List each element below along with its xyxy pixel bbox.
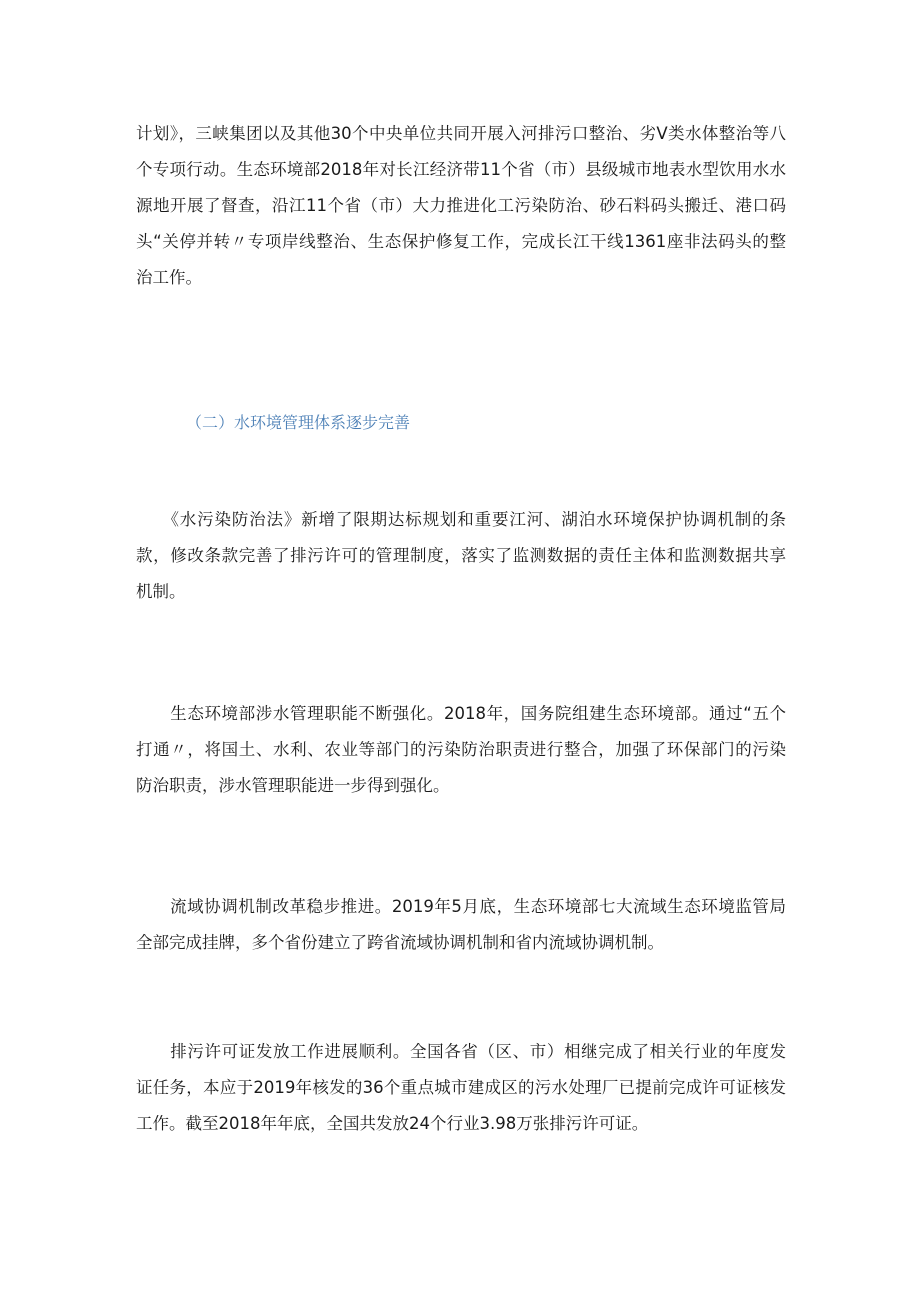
text-line: 源地开展了督查，沿江11个省（市）大力推进化工污染防治、砂石料码头搬迁、港口码 [136, 196, 786, 215]
paragraph-basin-coordination [136, 889, 786, 961]
text-line: 排污许可证发放工作进展顺利。全国各省（区、市）相继完成了相关行业的年度发 [136, 1042, 786, 1061]
paragraph-discharge-permits [136, 1034, 786, 1142]
text-line: 个专项行动。生态环境部2018年对长江经济带11个省（市）县级城市地表水型饮用水水 [136, 160, 786, 179]
text-line: 全部完成挂牌，多个省份建立了跨省流域协调机制和省内流域协调机制。 [136, 933, 664, 952]
text-line: 打通〃，将国土、水利、农业等部门的污染防治职责进行整合，加强了环保部门的污染 [136, 740, 786, 759]
text-line: 计划》，三峡集团以及其他30个中央单位共同开展入河排污口整治、劣V类水体整治等八 [136, 124, 786, 143]
text-line: 流域协调机制改革稳步推进。2019年5月底，生态环境部七大流域生态环境监管局 [136, 897, 786, 916]
paragraph-water-law [136, 502, 786, 610]
text-line: 《水污染防治法》新增了限期达标规划和重要江河、湖泊水环境保护协调机制的条 [136, 510, 786, 529]
text-line: 工作。截至2018年年底，全国共发放24个行业3.98万张排污许可证。 [136, 1114, 649, 1133]
text-line: 头“关停并转〃专项岸线整治、生态保护修复工作，完成长江干线1361座非法码头的整 [136, 232, 786, 251]
text-line: 款，修改条款完善了排污许可的管理制度，落实了监测数据的责任主体和监测数据共享 [136, 546, 786, 565]
paragraph-ministry-functions [136, 696, 786, 804]
text-line: 机制。 [136, 582, 186, 601]
text-line: 防治职责，涉水管理职能进一步得到强化。 [136, 776, 450, 795]
text-line: 生态环境部涉水管理职能不断强化。2018年，国务院组建生态环境部。通过“五个 [136, 704, 786, 723]
text-line: 证任务，本应于2019年核发的36个重点城市建成区的污水处理厂已提前完成许可证核发 [136, 1078, 786, 1097]
section-heading: （二）水环境管理体系逐步完善 [186, 413, 411, 432]
text-line: 治工作。 [136, 268, 202, 287]
paragraph-action-plan [136, 116, 786, 296]
